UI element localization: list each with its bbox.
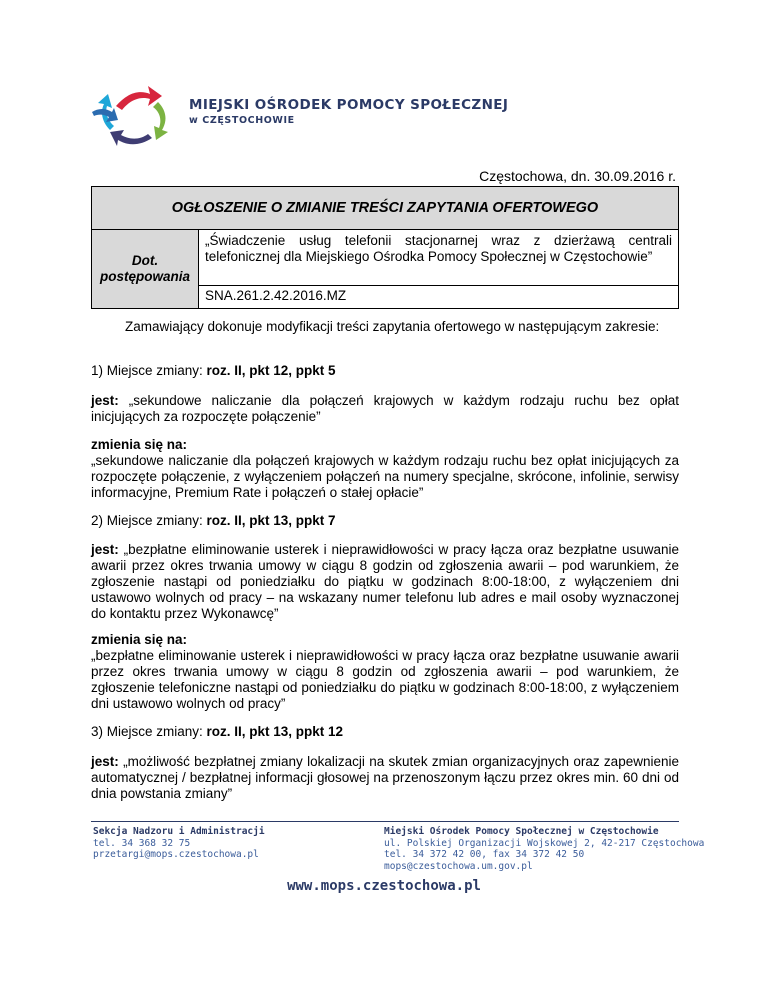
- footer-divider: [91, 821, 679, 822]
- announcement-header: [91, 186, 679, 230]
- footer-left-title: Sekcja Nadzoru i Administracji: [93, 826, 265, 837]
- org-city: w CZĘSTOCHOWIE: [189, 115, 295, 126]
- mops-logo: [88, 82, 184, 152]
- change-3-location-prefix: 3) Miejsce zmiany:: [91, 724, 207, 739]
- change-2-jest-text: „bezpłatne eliminowanie usterek i nieprawidłowości w pracy łącza oraz bezpłatne usuwanie awarii przez okres trwania umowy w ciągu 8 godzin od zgłoszenia awarii – pod warunkiem, że zgłoszenie nastąpi od poniedziałku do piątku w godzinach 8:00-18:00, z wyłączeniem dni ustawowo wolnych od pracy – na wskazany numer telefonu lub adres e mail osoby wyznaczonej do kontaktu przez Wykonawcę”: [91, 542, 679, 621]
- change-1-jest-label: jest:: [91, 393, 119, 408]
- change-2-location-prefix: 2) Miejsce zmiany:: [91, 513, 207, 528]
- document-date: Częstochowa, dn. 30.09.2016 r.: [479, 168, 676, 184]
- procedure-label-line2: postępowania: [99, 269, 190, 284]
- change-2-jest-label: jest:: [91, 542, 119, 557]
- footer-right-phones: tel. 34 372 42 00, fax 34 372 42 50: [384, 849, 585, 860]
- footer-left: [93, 826, 265, 861]
- change-3-jest-text: „możliwość bezpłatnej zmiany lokalizacji na skutek zmian organizacyjnych oraz zapewnienie automatycznej / bezpłatnej informacji głosowej na przenoszonym łączu przez okres min. 60 dni od dnia powstania zmiany”: [91, 754, 679, 801]
- change-2-location: [91, 513, 679, 529]
- announcement-title: OGŁOSZENIE O ZMIANIE TREŚCI ZAPYTANIA OFERTOWEGO: [171, 200, 599, 216]
- change-1-location: [91, 363, 679, 379]
- change-2-current: [91, 542, 679, 622]
- change-1-location-prefix: 1) Miejsce zmiany:: [91, 363, 207, 378]
- footer-right-address: ul. Polskiej Organizacji Wojskowej 2, 42-217 Częstochowa: [384, 837, 705, 849]
- change-1-zmienia-label: zmienia się na:: [91, 437, 188, 452]
- change-1-jest-text: „sekundowe naliczanie dla połączeń krajowych w każdym rodzaju ruchu bez opłat inicjujących za rozpoczęte połączenie”: [91, 393, 679, 424]
- logo-arrow-navy: [110, 130, 152, 146]
- procedure-subject: „Świadczenie usług telefonii stacjonarnej wraz z dzierżawą centrali telefonicznej dla Miejskiego Ośrodka Pomocy Społecznej w Częstochowie”: [199, 230, 679, 286]
- footer-right: [384, 826, 704, 872]
- change-1-zmienia-text: „sekundowe naliczanie dla połączeń krajowych w każdym rodzaju ruchu bez opłat inicjujących za rozpoczęte połączenie, z wyłączeniem połączeń na numery specjalne, skrócone, infolinie, serwisy informacyjne, Premium Rate i połączeń o stałej opłacie”: [91, 453, 679, 500]
- footer-left-phone: tel. 34 368 32 75: [93, 837, 191, 849]
- change-1-location-value: roz. II, pkt 12, ppkt 5: [206, 363, 336, 378]
- change-2-location-value: roz. II, pkt 13, ppkt 7: [206, 513, 336, 528]
- footer-right-email[interactable]: mops@czestochowa.um.gov.pl: [384, 860, 533, 872]
- footer-left-email[interactable]: przetargi@mops.czestochowa.pl: [93, 849, 259, 860]
- change-3-current: [91, 754, 679, 802]
- procedure-reference: SNA.261.2.42.2016.MZ: [199, 286, 679, 309]
- change-2-new: [91, 632, 679, 712]
- procedure-table: [91, 229, 679, 309]
- org-name: MIEJSKI OŚRODEK POMOCY SPOŁECZNEJ: [189, 97, 509, 113]
- website-link[interactable]: www.mops.czestochowa.pl: [287, 878, 481, 894]
- change-1-current: [91, 393, 679, 425]
- procedure-label: [92, 230, 199, 309]
- footer-right-title: Miejski Ośrodek Pomocy Społecznej w Częstochowie: [384, 826, 659, 837]
- intro-paragraph: Zamawiający dokonuje modyfikacji treści zapytania ofertowego w następującym zakresie:: [125, 319, 660, 334]
- change-1-new: [91, 437, 679, 501]
- change-3-location-value: roz. II, pkt 13, ppkt 12: [206, 724, 344, 739]
- change-2-zmienia-label: zmienia się na:: [91, 632, 188, 647]
- logo-arrow-green: [153, 102, 168, 140]
- procedure-label-line1: Dot.: [131, 253, 159, 268]
- change-3-jest-label: jest:: [91, 754, 119, 769]
- change-3-location: [91, 724, 679, 740]
- change-2-zmienia-text: „bezpłatne eliminowanie usterek i nieprawidłowości w pracy łącza oraz bezpłatne usuwanie awarii przez okres trwania umowy w ciągu 8 godzin od zgłoszenia awarii – pod warunkiem, że zgłoszenie telefoniczne nastąpi od poniedziałku do piątku w godzinach 8:00-18:00, z wyłączeniem dni ustawowo wolnych od pracy”: [91, 648, 679, 711]
